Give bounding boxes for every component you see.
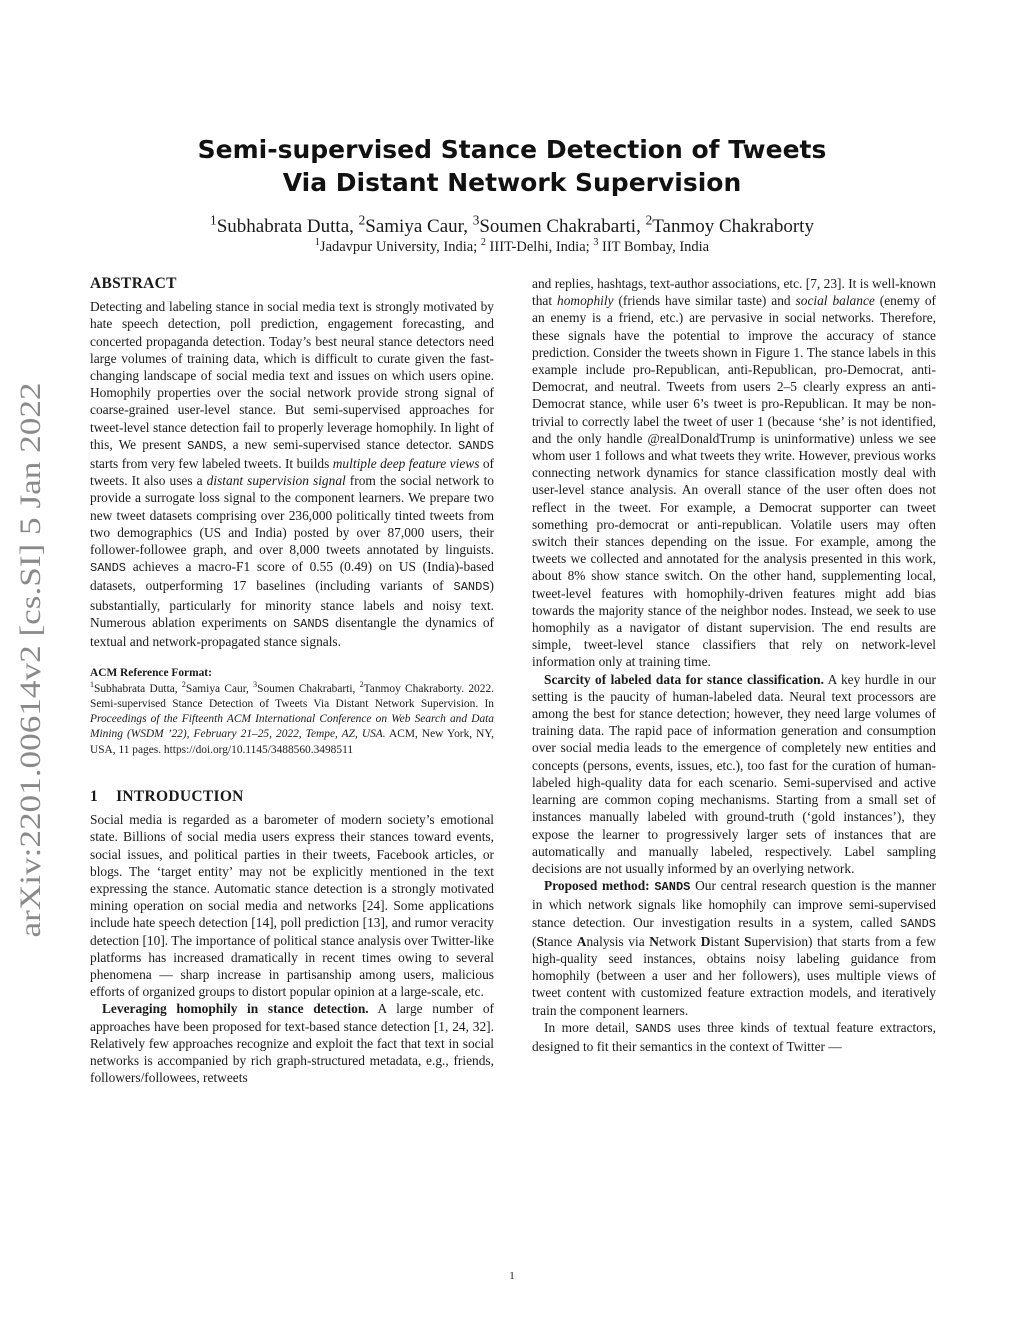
acronym-letter: S (744, 933, 752, 949)
ref-author: Subhabrata Dutta, (93, 682, 182, 695)
abstract-text: Detecting and labeling stance in social media text is strongly motivated by hate speech detection, poll prediction, engagement forecasting, and concerted propaganda detection. Today’s best neural stance detectors need large volumes of training data, which is difficult to curate given the fast-changing landscape of social media text and issues on which users opine. Homophily properties over the social network provide strong signal of coarse-grained user-level stance. But semi-supervised approaches for tweet-level stance detection fail to properly leverage homophily. In light of this, We present (90, 299, 494, 452)
abstract-text: , a new semi-supervised stance detector. (223, 436, 458, 452)
affil-sup: 3 (593, 237, 599, 249)
affil-sup: 2 (480, 237, 486, 249)
paragraph-text: A key hurdle in our setting is the paucity of human-labeled data. Neural text processors are among the best for stance detection; however, they need large volumes of training data. The rapid pace of information generation and consumption over social media leads to the emergence of completely new entities and concepts (persons, events, issues, etc.), too fast for the curation of human-labeled high-quality data for each scenario. Semi-supervised and active learning are common coping mechanisms. Starting from a small set of instances manually labeled with ground-truth (‘gold instances’), they expose the learner to progressively larger sets of instances that are automatically and manually labeled, respectively. Label sampling decisions are not usually informed by an overlying network. (532, 671, 936, 876)
right-paragraph-1 (532, 275, 936, 671)
acronym-rest: nalysis via (586, 933, 650, 949)
acm-reference (90, 666, 494, 758)
affiliation-list (100, 238, 924, 256)
abstract-text: from the social network to provide a surrogate loss signal to the component learners. We prepare two new tweet datasets comprising over 236,000 politically tinted tweets from two demographics (US and India) posted by over 87,000 users, their follower-followee graph, and over 8,000 tweets annotated by linguists. (90, 473, 494, 558)
author-name: Samiya Caur, (365, 216, 473, 237)
abstract-text: ) substantially, particularly for minority stance labels and noisy text. Numerous ablation experiments on (90, 578, 494, 630)
paragraph-text: uses three kinds of textual feature extractors, designed to fit their semantics in the context of Twitter — (532, 1019, 936, 1054)
abstract-text: achieves a macro-F1 score of 0.55 (0.49) on US (India)-based datasets, outperforming 17 baselines (including variants of (90, 559, 494, 594)
author-sup: 2 (358, 212, 366, 228)
ref-author: Samiya Caur, (185, 682, 254, 695)
author-sup: 3 (472, 212, 480, 228)
abstract-text: disentangle the dynamics of textual and network-propagated stance signals. (90, 614, 494, 650)
sands-name: SANDS (292, 616, 329, 631)
sands-name: SANDS (457, 438, 494, 453)
paragraph-text: In more detail, (544, 1019, 636, 1035)
right-paragraph-3 (532, 877, 936, 1019)
ref-sup: 2 (181, 679, 186, 689)
ref-venue: Proceedings of the Fifteenth ACM International Conference on Web Search and Data Mining (WSDM ’22), February 21–25, 2022, Tempe, AZ, USA. (90, 713, 494, 741)
affiliation: Jadavpur University, India; (319, 239, 481, 255)
affil-sup: 1 (314, 237, 320, 249)
paper-title (100, 133, 924, 199)
ref-sup: 3 (253, 679, 258, 689)
arxiv-stamp-text: arXiv:2201.00614v2 [cs.SI] 5 Jan 2022 (14, 464, 47, 938)
abstract-emphasis: multiple deep feature views (332, 456, 480, 472)
ref-text: ACM, New York, NY, USA, 11 pages. https://doi.org/10.1145/3488560.3498511 (90, 728, 494, 756)
paragraph-heading: Leveraging homophily in stance detection. (102, 1001, 369, 1017)
right-column (532, 275, 936, 1055)
acronym-rest: istant (710, 933, 745, 949)
author-sup: 2 (645, 212, 653, 228)
sands-name: SANDS (654, 880, 691, 895)
paragraph-text: and replies, hashtags, text-author associations, etc. [7, 23]. It is well-known that (532, 276, 936, 309)
paragraph-text: Our central research question is the manner in which network signals like homophily can improve semi-supervised stance detection. Our investigation results in a system, called (532, 878, 937, 930)
acronym-rest: etwork (658, 933, 701, 949)
abstract-heading: ABSTRACT (90, 275, 177, 292)
author-name: Soumen Chakrabarti, (479, 216, 646, 237)
paragraph-text: (friends have similar taste) and (613, 293, 796, 309)
paragraph-heading: Scarcity of labeled data for stance classification. (544, 671, 824, 687)
author-list (100, 212, 924, 238)
sands-name: SANDS (187, 438, 224, 453)
ref-text: 2022. Semi-supervised Stance Detection of Tweets Via Distant Network Supervision. In (90, 682, 494, 710)
title-line-1: Semi-supervised Stance Detection of Tweets (197, 135, 827, 164)
acm-reference-body (90, 679, 494, 758)
section-number: 1 (90, 788, 99, 806)
title-line-2: Via Distant Network Supervision (282, 168, 742, 197)
sands-name: SANDS (90, 561, 127, 576)
ref-sup: 1 (90, 679, 94, 689)
abstract-text: of tweets. It also uses a (90, 456, 495, 489)
acronym-letter: N (649, 933, 659, 949)
emphasis: social balance (795, 293, 875, 309)
right-paragraph-2 (532, 671, 936, 877)
sands-name: SANDS (635, 1021, 672, 1036)
acronym-letter: D (700, 933, 711, 949)
paragraph-heading: Proposed method: (544, 878, 655, 894)
paragraph-text: ( (532, 933, 537, 949)
acronym-rest: upervision) (751, 933, 813, 949)
affiliation: IIIT-Delhi, India; (485, 239, 594, 255)
author-sup: 1 (210, 212, 217, 228)
paper-header (100, 133, 924, 256)
acm-reference-heading: ACM Reference Format: (90, 667, 212, 680)
sands-name: SANDS (899, 916, 936, 931)
ref-author: Soumen Chakrabarti, (257, 682, 360, 695)
left-column (90, 275, 494, 1087)
right-paragraph-4 (532, 1019, 936, 1055)
section-title: INTRODUCTION (116, 788, 244, 806)
paragraph-text: that starts from a few high-quality seed instances, obtains noisy labeling guidance from homophily (between a user and her followers), uses multiple views of tweet content with customized feature extraction models, and iteratively train the component learners. (532, 933, 936, 1018)
acronym-letter: A (576, 933, 587, 949)
intro-paragraph-1: Social media is regarded as a barometer of modern society’s emotional state. Billions of social media users express their stances toward events, social issues, and political parties in their tweets, Facebook articles, or blogs. The ‘target entity’ may not be explicitly mentioned in the text expressing the stance. Automatic stance detection is a strongly motivated mining operation on social media and networks [24]. Some applications include hate speech detection [14], poll prediction [13], and rumor veracity detection [10]. The importance of political stance analysis over Twitter-like platforms has increased dramatically in recent times owing to several phenomena — sharp increase in partisanship among users, malicious efforts of organized groups to distort popular opinion at a large-scale, etc. (90, 812, 494, 1000)
emphasis: homophily (557, 293, 614, 309)
abstract-body (90, 298, 494, 650)
abstract-text: starts from very few labeled tweets. It builds (90, 456, 333, 472)
ref-sup: 2 (359, 679, 364, 689)
paragraph-text: A large number of approaches have been proposed for text-based stance detection [1, 24, 32]. Relatively few approaches recognize and exploit the fact that text in social networks is accompanied by rich graph-structured metadata, e.g., friends, followers/followees, retweets (90, 1001, 494, 1086)
author-name: Tanmoy Chakraborty (652, 216, 814, 237)
paragraph-text: (enemy of an enemy is a friend, etc.) are pervasive in social networks. Therefore, these signals have the potential to improve the accuracy of stance prediction. Consider the tweets shown in Figure 1. The stance labels in this example include pro-Republican, anti-Republican, pro-Democrat, anti-Democrat, and neutral. Tweets from users 2–5 clearly express an anti-Democrat stance, while user 6’s tweet is pro-Republican. It may be non-trivial to correctly label the tweet of user 1 (because ‘she’ is not identified, and the only handle @realDonaldTrump is uninformative) unless we see whom user 1 follows and what tweets they write. However, previous works connecting network dynamics for stance classification mostly deal with user-level stance analysis. An overall stance of the user often does not reflect in the tweet. For example, a Democrat supporter can tweet something pro-democrat or anti-republican. Volatile users may often switch their stances depending on the issue. For example, among the tweets we collected and annotated for the analysis presented in this work, about 8% show stance switch. On the other hand, supplementing local, tweet-level features with homophily-driven features might add bias towards the majority stance of the neighbor nodes. Instead, we seek to use homophily as a navigator of distant supervision. The end results are simple, tweet-level stance classifiers that rely on network-level information only at training time. (532, 293, 936, 670)
affiliation: IIT Bombay, India (598, 239, 710, 255)
intro-heading (90, 788, 494, 805)
arxiv-stamp (8, 380, 52, 940)
author-name: Subhabrata Dutta, (216, 216, 359, 237)
sands-name: SANDS (453, 580, 490, 595)
page-number: 1 (509, 1270, 515, 1282)
abstract-emphasis: distant supervision signal (206, 473, 346, 489)
ref-author: Tanmoy Chakraborty. (363, 682, 465, 695)
acronym-rest: tance (543, 933, 577, 949)
acronym-letter: S (536, 933, 544, 949)
intro-paragraph-2 (90, 1000, 494, 1086)
